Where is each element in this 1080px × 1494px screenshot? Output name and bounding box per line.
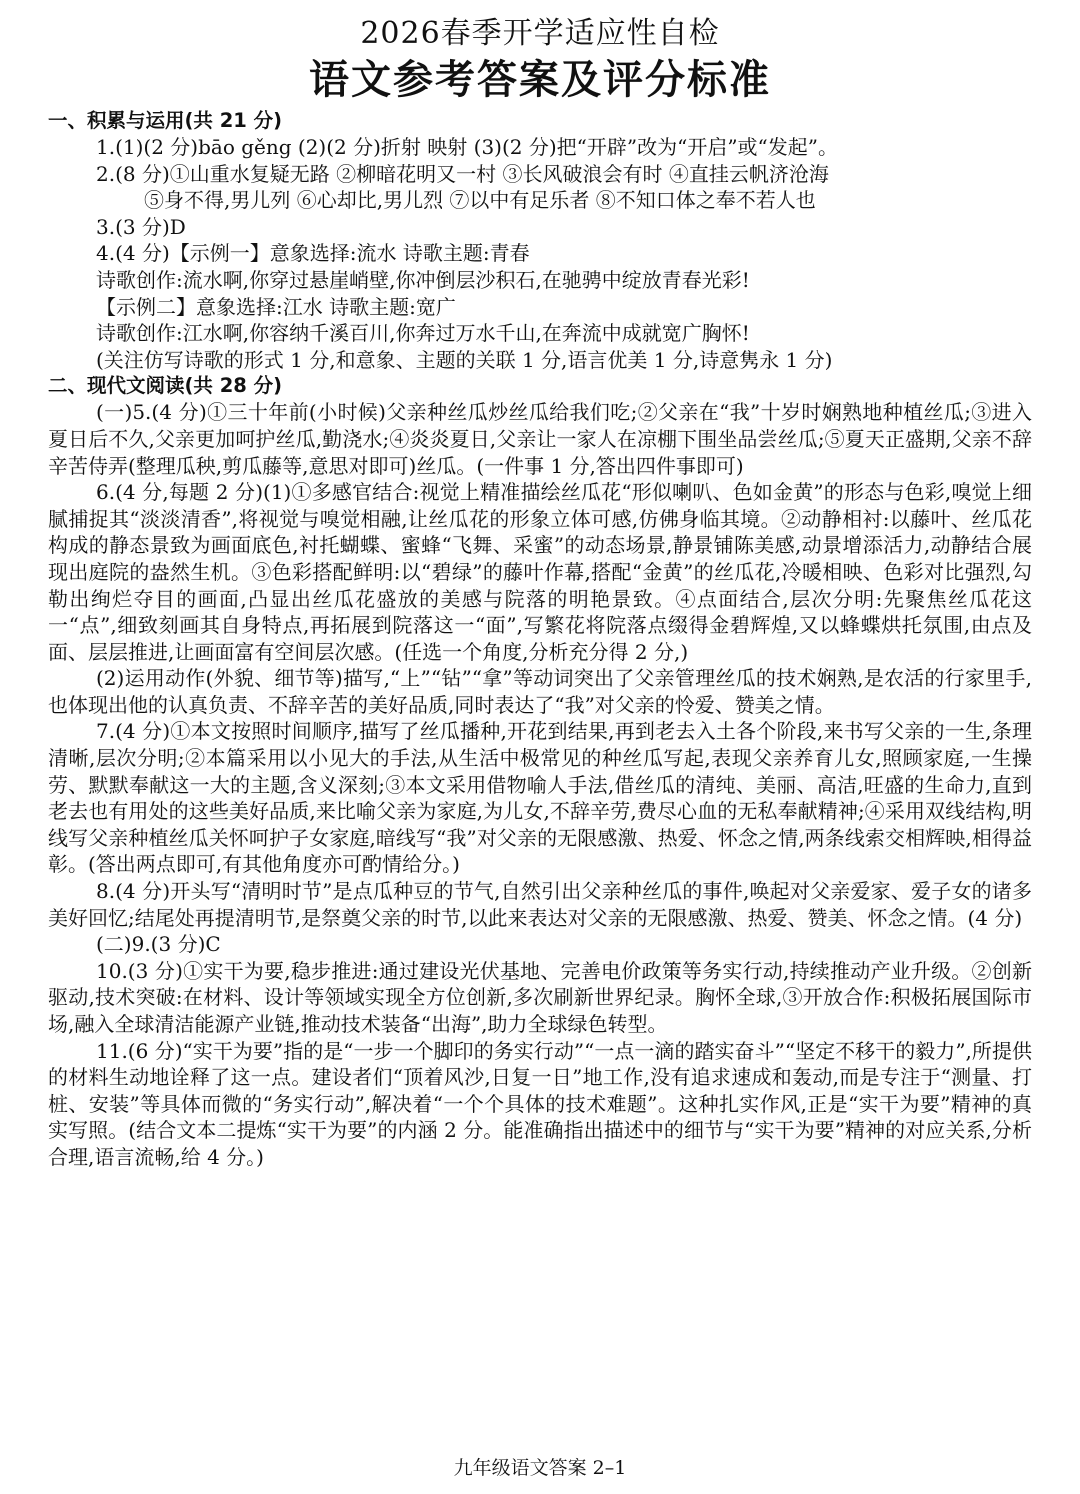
answer-line-q4-example2: 【示例二】意象选择:江水 诗歌主题:宽广	[96, 294, 456, 319]
answer-paragraph-q5: (一)5.(4 分)①三十年前(小时候)父亲种丝瓜炒丝瓜给我们吃;②父亲在“我”十岁时娴熟地种植丝瓜;③进入夏日后不久,父亲更加呵护丝瓜,勤浇水;④炎炎夏日,父亲让一家人在凉棚下围坐品尝丝瓜;⑤夏天正盛期,父亲不辞辛苦侍弄(整理瓜秧,剪瓜藤等,意思对即可)丝瓜。(一件事 1 分,答出四件事即可)	[48, 400, 1032, 478]
answer-line-q2-cont: ⑤身不得,男儿列 ⑥心却比,男儿烈 ⑦以中有足乐者 ⑧不知口体之奉不若人也	[144, 188, 816, 213]
answer-paragraph-q9: (二)9.(3 分)C	[96, 932, 221, 957]
answer-paragraph-q6-1: 6.(4 分,每题 2 分)(1)①多感官结合:视觉上精准描绘丝瓜花“形似喇叭、色如金黄”的形态与色彩,嗅觉上细腻捕捉其“淡淡清香”,将视觉与嗅觉相融,让丝瓜花的形象立体可感,仿佛身临其境。②动静相衬:以藤叶、丝瓜花构成的静态景致为画面底色,衬托蝴蝶、蜜蜂“飞舞、采蜜”的动态场景,静景铺陈美感,动景增添活力,动静结合展现出庭院的盎然生机。③色彩搭配鲜明:以“碧绿”的藤叶作幕,搭配“金黄”的丝瓜花,冷暖相映、色彩对比强烈,勾勒出绚烂夺目的画面,凸显出丝瓜花盛放的美感与院落的明艳景致。④点面结合,层次分明:先聚焦丝瓜花这一“点”,细致刻画其自身特点,再拓展到院落这一“面”,写繁花将院落点缀得金碧辉煌,又以蜂蝶烘托氛围,由点及面、层层推进,让画面富有空间层次感。(任选一个角度,分析充分得 2 分,)	[48, 480, 1032, 664]
answer-paragraph-q11: 11.(6 分)“实干为要”指的是“一步一个脚印的务实行动”“一点一滴的踏实奋斗”“坚定不移干的毅力”,所提供的材料生动地诠释了这一点。建设者们“顶着风沙,日复一日”地工作,没有追求速成和轰动,而是专注于“测量、打桩、安装”等具体而微的“务实行动”,解决着“一个个具体的技术难题”。这种扎实作风,正是“实干为要”精神的真实写照。(结合文本二提炼“实干为要”的内涵 2 分。能准确指出描述中的细节与“实干为要”精神的对应关系,分析合理,语言流畅,给 4 分。)	[48, 1038, 1032, 1169]
answer-line-q4-poem2: 诗歌创作:江水啊,你容纳千溪百川,你奔过万水千山,在奔流中成就宽广胸怀!	[96, 321, 750, 346]
answer-line-q2: 2.(8 分)①山重水复疑无路 ②柳暗花明又一村 ③长风破浪会有时 ④直挂云帆济沧海	[96, 161, 829, 186]
answer-line-q4-scoring: (关注仿写诗歌的形式 1 分,和意象、主题的关联 1 分,语言优美 1 分,诗意隽永 1 分)	[96, 347, 833, 372]
answer-paragraph-q10: 10.(3 分)①实干为要,稳步推进:通过建设光伏基地、完善电价政策等务实行动,持续推动产业升级。②创新驱动,技术突破:在材料、设计等领域实现全方位创新,多次刷新世界纪录。胸怀全球,③开放合作:积极拓展国际市场,融入全球清洁能源产业链,推动技术装备“出海”,助力全球绿色转型。	[48, 958, 1032, 1036]
answer-line-q4-example1: 4.(4 分)【示例一】意象选择:流水 诗歌主题:青春	[96, 241, 530, 266]
exam-title: 2026春季开学适应性自检	[360, 16, 720, 51]
answer-paragraph-q6-2: (2)运用动作(外貌、细节等)描写,“上”“钻”“拿”等动词突出了父亲管理丝瓜的技术娴熟,是农活的行家里手,也体现出他的认真负责、不辞辛苦的美好品质,同时表达了“我”对父亲的怜爱、赞美之情。	[48, 666, 1032, 717]
page-footer: 九年级语文答案 2–1	[453, 1457, 627, 1479]
answer-paragraph-q8: 8.(4 分)开头写“清明时节”是点瓜种豆的节气,自然引出父亲种丝瓜的事件,唤起对父亲爱家、爱子女的诸多美好回忆;结尾处再提清明节,是祭奠父亲的时节,以此来表达对父亲的无限感激、热爱、赞美、怀念之情。(4 分)	[48, 879, 1032, 930]
document-title: 语文参考答案及评分标准	[309, 56, 771, 103]
answer-line-q3: 3.(3 分)D	[96, 214, 186, 239]
section-heading-modern-reading: 二、现代文阅读(共 28 分)	[48, 374, 283, 398]
answer-line-q4-poem1: 诗歌创作:流水啊,你穿过悬崖峭壁,你冲倒层沙积石,在驰骋中绽放青春光彩!	[96, 267, 750, 292]
answer-line-q1: 1.(1)(2 分)bāo gěng (2)(2 分)折射 映射 (3)(2 分)把“开辟”改为“开启”或“发起”。	[96, 135, 839, 159]
answer-paragraph-q7: 7.(4 分)①本文按照时间顺序,描写了丝瓜播种,开花到结果,再到老去入土各个阶段,来书写父亲的一生,条理清晰,层次分明;②本篇采用以小见大的手法,从生活中极常见的种丝瓜写起,表现父亲养育儿女,照顾家庭,一生操劳、默默奉献这一大的主题,含义深刻;③本文采用借物喻人手法,借丝瓜的清纯、美丽、高洁,旺盛的生命力,直到老去也有用处的这些美好品质,来比喻父亲为家庭,为儿女,不辞辛劳,费尽心血的无私奉献精神;④采用双线结构,明线写父亲种植丝瓜关怀呵护子女家庭,暗线写“我”对父亲的无限感激、热爱、怀念之情,两条线索交相辉映,相得益彰。(答出两点即可,有其他角度亦可酌情给分。)	[48, 719, 1032, 877]
section-heading-accumulation: 一、积累与运用(共 21 分)	[48, 109, 283, 132]
